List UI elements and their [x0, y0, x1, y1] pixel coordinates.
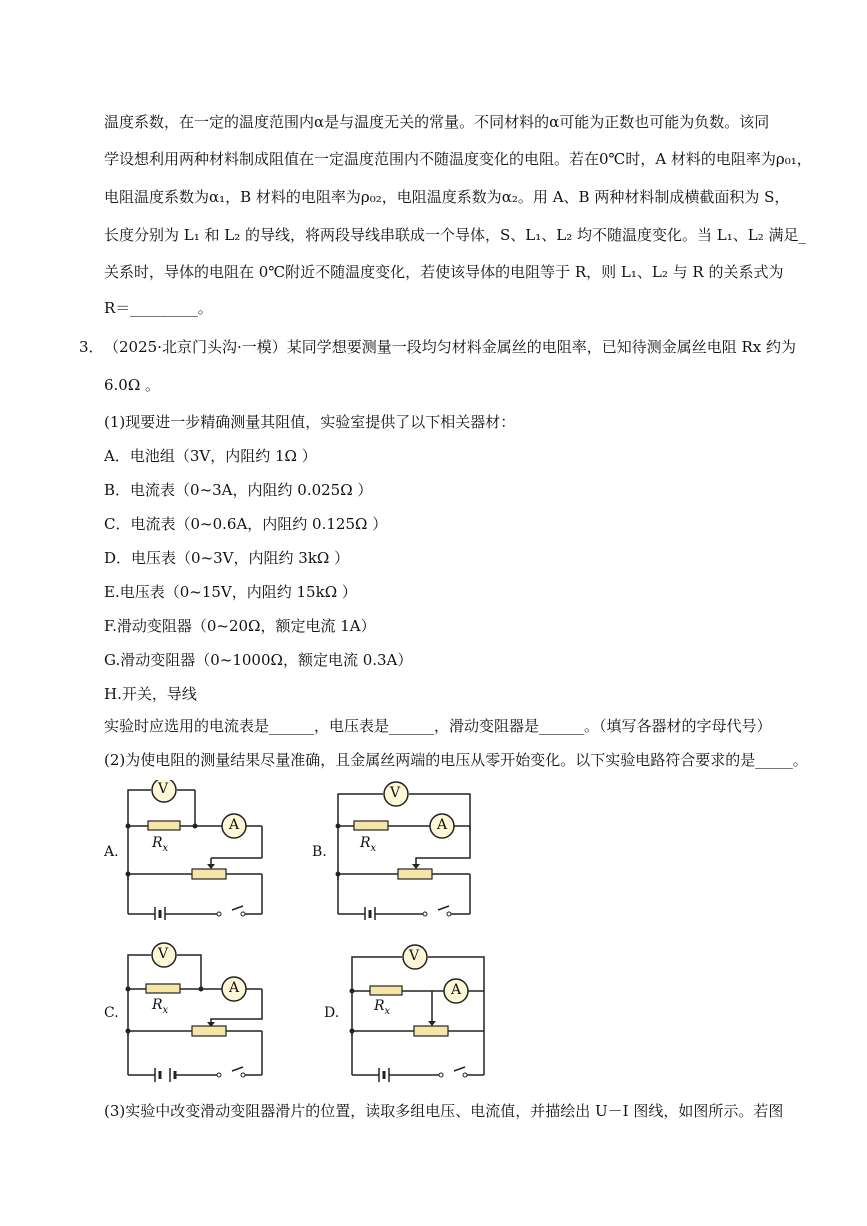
- intro-line-1: 温度系数，在一定的温度范围内α是与温度无关的常量。不同材料的α可能为正数也可能为负数。该同: [104, 113, 770, 131]
- circuit-c-v: V: [158, 946, 169, 962]
- circuit-diagram-a: [100, 780, 280, 920]
- circuit-a-rx: $R_x$: [152, 835, 169, 854]
- part-3-prompt: (3)实验中改变滑动变阻器滑片的位置，读取多组电压、电流值，并描绘出 U－I 图线，如图所示。若图: [104, 1102, 784, 1120]
- resistor-rx-icon: [146, 984, 180, 993]
- switch-icon: [423, 912, 427, 916]
- switch-icon: [217, 1073, 221, 1077]
- circuit-d-a: A: [451, 982, 462, 998]
- circuit-a-a: A: [229, 817, 240, 833]
- switch-icon: [217, 912, 221, 916]
- option-e: E.电压表（0~15V，内阻约 15kΩ ）: [104, 583, 357, 601]
- option-g: G.滑动变阻器（0~1000Ω，额定电流 0.3A）: [104, 651, 413, 669]
- circuit-d-v: V: [409, 948, 420, 964]
- rheostat-icon: [192, 869, 226, 879]
- option-c: C．电流表（0~0.6A，内阻约 0.125Ω ）: [104, 515, 388, 533]
- circuit-b-v: V: [390, 785, 401, 801]
- circuit-d-rx: $R_x$: [374, 998, 391, 1017]
- part-1-prompt: (1)现要进一步精确测量其阻值，实验室提供了以下相关器材：: [104, 413, 516, 431]
- circuit-b-svg: [310, 780, 490, 920]
- circuit-diagram-d: [322, 935, 502, 1085]
- intro-line-4: 长度分别为 L₁ 和 L₂ 的导线，将两段导线串联成一个导体，S、L₁、L₂ 均不随温度变化。当 L₁、L₂ 满足_: [104, 226, 807, 244]
- circuit-a-svg: [100, 780, 280, 920]
- intro-line-3: 电阻温度系数为α₁，B 材料的电阻率为ρ₀₂，电阻温度系数为α₂。用 A、B 两种材料制成横截面积为 S，: [104, 188, 790, 206]
- part-2-prompt: (2)为使电阻的测量结果尽量准确，且金属丝两端的电压从零开始变化。以下实验电路符合要求的是_____。: [104, 751, 808, 769]
- circuit-c-label: C.: [104, 1005, 119, 1021]
- circuit-b-label: B.: [312, 844, 327, 860]
- circuit-c-rx: $R_x$: [152, 997, 169, 1016]
- option-f: F.滑动变阻器（0~20Ω，额定电流 1A）: [104, 617, 376, 635]
- circuit-b-rx: $R_x$: [360, 835, 377, 854]
- circuit-a-label: A.: [104, 844, 119, 860]
- rheostat-icon: [192, 1026, 226, 1036]
- circuit-b-a: A: [437, 817, 448, 833]
- resistor-rx-icon: [354, 821, 388, 830]
- intro-line-5: 关系时，导体的电阻在 0℃附近不随温度变化，若使该导体的电阻等于 R，则 L₁、L₂ 与 R 的关系式为: [104, 263, 784, 281]
- circuit-diagram-b: [310, 780, 490, 920]
- question-stem-line-2: 6.0Ω 。: [104, 376, 161, 394]
- selection-prompt: 实验时应选用的电流表是______，电压表是______，滑动变阻器是______。（填写各器材的字母代号）: [104, 717, 772, 735]
- option-b: B．电流表（0~3A，内阻约 0.025Ω ）: [104, 481, 373, 499]
- option-h: H.开关，导线: [104, 685, 197, 703]
- intro-line-2: 学设想利用两种材料制成阻值在一定温度范围内不随温度变化的电阻。若在0℃时，A 材料的电阻率为ρ₀₁，: [104, 150, 812, 168]
- option-d: D．电压表（0~3V，内阻约 3kΩ ）: [104, 549, 350, 567]
- circuit-diagram-c: [100, 935, 280, 1085]
- option-a: A．电池组（3V，内阻约 1Ω ）: [104, 447, 317, 465]
- circuit-c-svg: [100, 935, 280, 1085]
- intro-line-6: R＝_________。: [104, 299, 213, 317]
- circuit-a-v: V: [158, 781, 169, 797]
- rheostat-icon: [398, 869, 432, 879]
- circuit-d-label: D.: [324, 1005, 340, 1021]
- circuit-c-a: A: [229, 980, 240, 996]
- question-stem-line-1: （2025·北京门头沟·一模）某同学想要测量一段均匀材料金属丝的电阻率，已知待测金属丝电阻 Rx 约为: [104, 338, 797, 356]
- resistor-rx-icon: [148, 821, 180, 830]
- rheostat-icon: [414, 1026, 448, 1036]
- question-number: 3．: [79, 338, 104, 356]
- resistor-rx-icon: [370, 986, 402, 995]
- switch-icon: [439, 1073, 443, 1077]
